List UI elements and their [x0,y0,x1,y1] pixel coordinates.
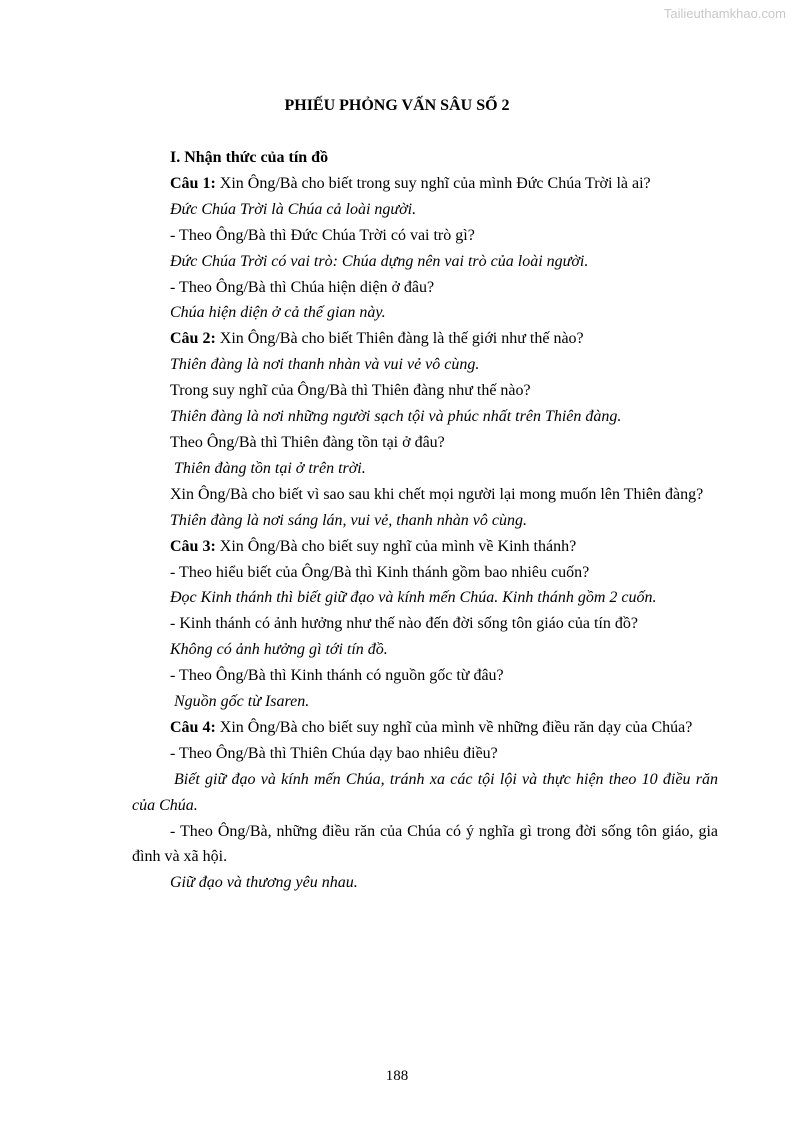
question-2-answer-3: Thiên đàng là nơi sáng lán, vui vẻ, thanh nhàn vô cùng. [170,511,527,529]
question-2-label: Câu 2: [170,330,216,348]
question-1-sub-1: - Theo Ông/Bà thì Đức Chúa Trời có vai trò gì? [170,226,475,244]
question-3-text: Xin Ông/Bà cho biết suy nghĩ của mình về Kinh thánh? [215,537,577,555]
document-body [132,145,718,896]
question-1-sub-2: - Theo Ông/Bà thì Chúa hiện diện ở đâu? [170,278,435,296]
question-1 [132,171,718,197]
question-2-answer: Thiên đàng là nơi thanh nhàn và vui vẻ vô cùng. [170,356,480,374]
question-3-sub-2: - Kinh thánh có ảnh hưởng như thế nào đến đời sống tôn giáo của tín đồ? [170,615,638,633]
question-3-label: Câu 3: [170,537,216,555]
question-2-answer-1: Thiên đàng là nơi những người sạch tội và phúc nhất trên Thiên đàng. [170,408,622,426]
question-3-answer-1: Đọc Kinh thánh thì biết giữ đạo và kính mến Chúa. Kinh thánh gồm 2 cuốn. [170,589,657,607]
question-2 [132,326,718,352]
question-4-text: Xin Ông/Bà cho biết suy nghĩ của mình về những điều răn dạy của Chúa? [215,718,693,736]
question-1-label: Câu 1: [170,174,216,192]
question-2-sub-3: Xin Ông/Bà cho biết vì sao sau khi chết mọi người lại mong muốn lên Thiên đàng? [170,485,704,503]
question-4-sub-2: - Theo Ông/Bà, những điều răn của Chúa có ý nghĩa gì trong đời sống tôn giáo, gia đình và xã hội. [132,822,718,866]
page-number: 188 [385,1068,409,1084]
question-3-answer-2: Không có ảnh hưởng gì tới tín đồ. [170,641,388,659]
question-2-answer-2: Thiên đàng tồn tại ở trên trời. [174,459,366,477]
question-2-text: Xin Ông/Bà cho biết Thiên đàng là thế giới như thế nào? [215,330,584,348]
question-4 [132,715,718,741]
question-3 [132,534,718,560]
question-4-sub-1: - Theo Ông/Bà thì Thiên Chúa dạy bao nhiêu điều? [170,744,498,762]
section-heading: I. Nhận thức của tín đồ [170,149,329,166]
question-4-answer-1: Biết giữ đạo và kính mến Chúa, tránh xa các tội lội và thực hiện theo 10 điều răn của Chúa. [132,770,718,814]
question-1-answer-1: Đức Chúa Trời có vai trò: Chúa dựng nên vai trò của loài người. [170,252,589,270]
question-1-answer: Đức Chúa Trời là Chúa cả loài người. [170,200,417,218]
question-1-text: Xin Ông/Bà cho biết trong suy nghĩ của mình Đức Chúa Trời là ai? [215,174,651,192]
question-3-answer-3: Nguồn gốc từ Isaren. [174,693,310,711]
watermark: Tailieuthamkhao.com [663,6,786,21]
page-title: PHIẾU PHỎNG VẤN SÂU SỐ 2 [284,97,510,114]
question-4-label: Câu 4: [170,718,216,736]
question-3-sub-1: - Theo hiểu biết của Ông/Bà thì Kinh thánh gồm bao nhiêu cuốn? [170,563,590,581]
question-3-sub-3: - Theo Ông/Bà thì Kinh thánh có nguồn gốc từ đâu? [170,667,504,685]
question-2-sub-1: Trong suy nghĩ của Ông/Bà thì Thiên đàng như thế nào? [170,382,531,400]
question-2-sub-2: Theo Ông/Bà thì Thiên đàng tồn tại ở đâu? [170,433,445,451]
question-1-answer-2: Chúa hiện diện ở cả thế gian này. [170,304,386,322]
question-4-answer-2: Giữ đạo và thương yêu nhau. [170,874,358,892]
